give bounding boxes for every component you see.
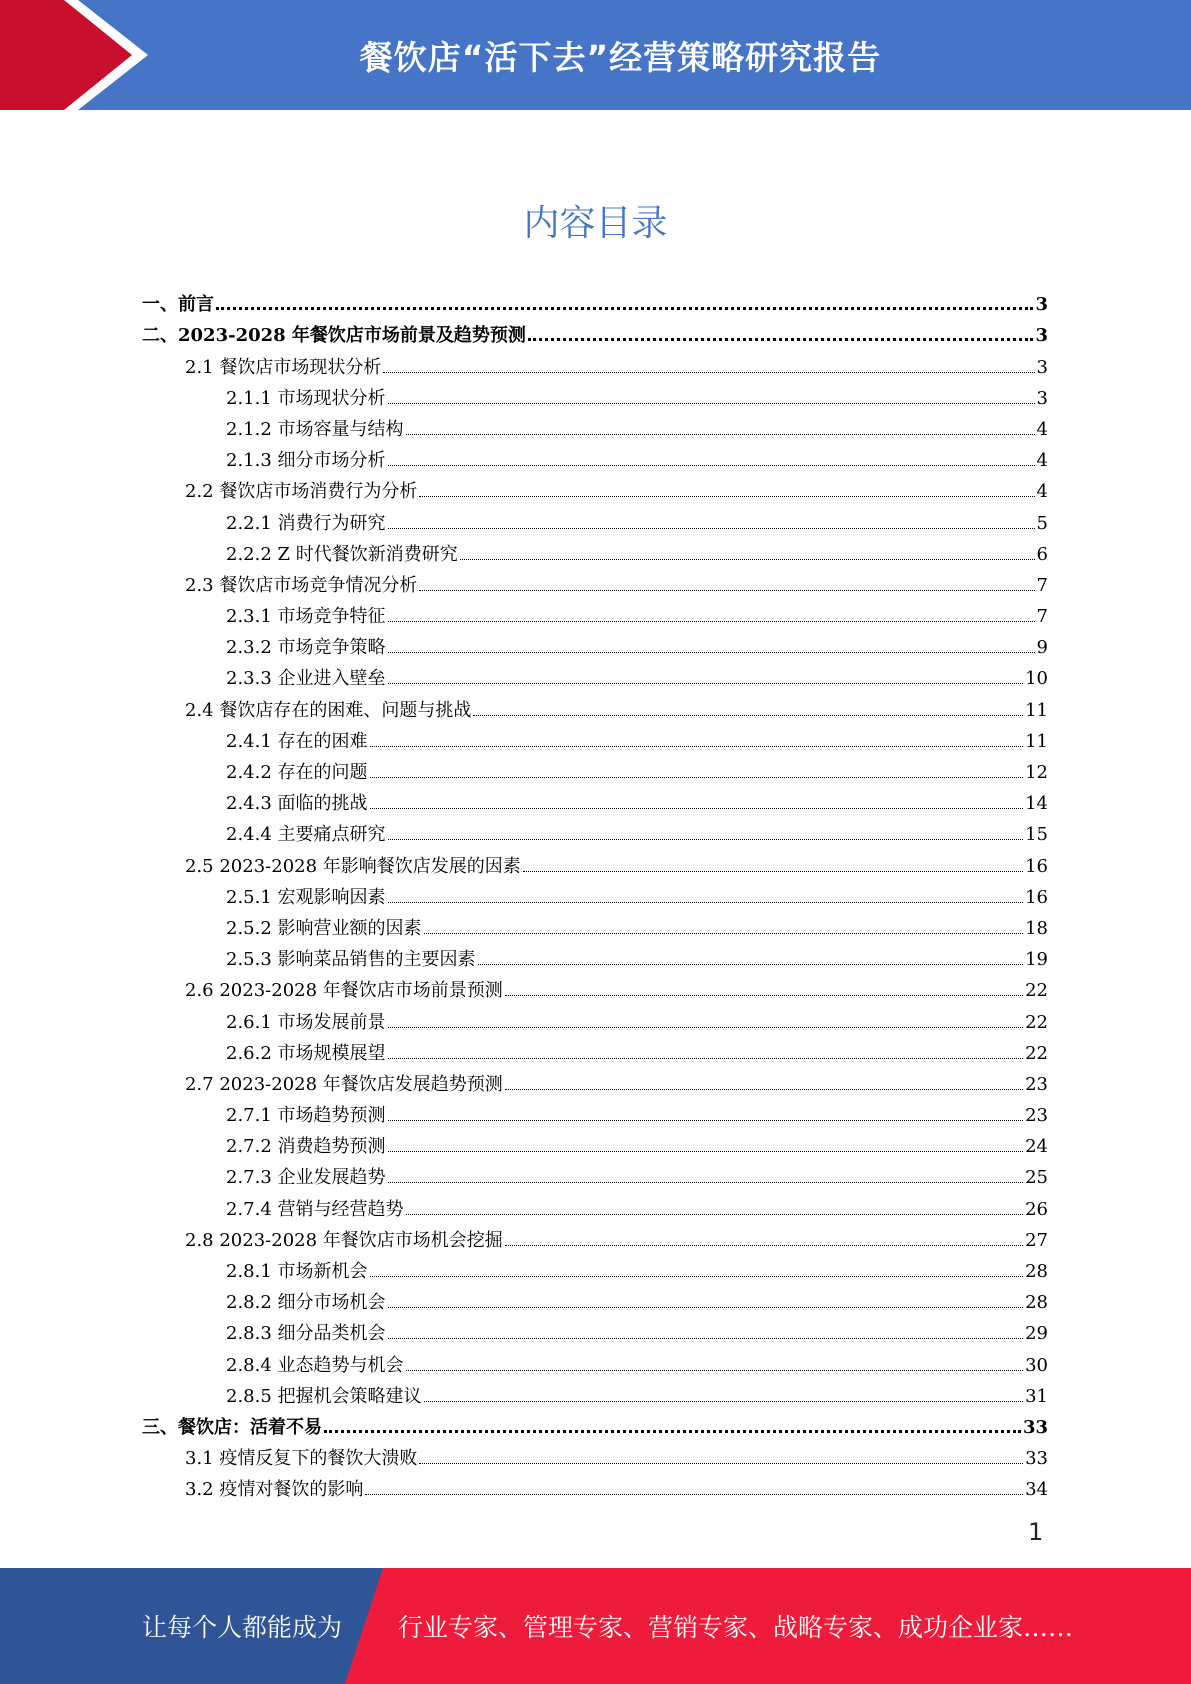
toc-entry-label: 2.8.1 市场新机会	[226, 1261, 368, 1282]
toc-dot-leader	[388, 1058, 1024, 1059]
toc-entry[interactable]	[142, 784, 1048, 815]
table-of-contents	[142, 285, 1048, 1501]
toc-dot-leader	[478, 964, 1024, 965]
toc-entry-label: 3.2 疫情对餐饮的影响	[185, 1479, 364, 1501]
toc-entry-page: 7	[1036, 606, 1048, 628]
toc-entry[interactable]	[142, 1345, 1048, 1376]
toc-entry-label: 2.4.2 存在的问题	[226, 762, 368, 783]
toc-entry-page: 5	[1036, 512, 1048, 534]
toc-entry-page: 26	[1025, 1198, 1048, 1220]
footer-roles: 行业专家、管理专家、营销专家、战略专家、成功企业家……	[398, 1613, 1074, 1642]
toc-entry-label: 2.4.1 存在的困难	[226, 730, 368, 752]
toc-entry[interactable]	[142, 815, 1048, 846]
toc-entry-page: 3	[1036, 387, 1048, 409]
toc-dot-leader	[523, 871, 1023, 872]
toc-dot-leader	[370, 746, 1024, 747]
toc-entry-label: 2.6.2 市场规模展望	[226, 1042, 386, 1064]
toc-entry-label: 2.2.1 消费行为研究	[226, 512, 386, 534]
toc-entry-page: 15	[1025, 824, 1048, 846]
toc-dot-leader	[388, 1182, 1024, 1183]
toc-entry-label: 二、2023-2028 年餐饮店市场前景及趋势预测	[142, 325, 526, 347]
toc-entry-label: 2.8.5 把握机会策略建议	[226, 1385, 422, 1407]
toc-entry[interactable]	[142, 878, 1048, 909]
page-number: 1	[1028, 1518, 1044, 1546]
toc-entry-page: 6	[1036, 543, 1048, 565]
toc-entry-page: 22	[1025, 1042, 1048, 1064]
toc-entry[interactable]	[142, 690, 1048, 721]
toc-entry-page: 23	[1025, 1073, 1048, 1095]
toc-entry[interactable]	[142, 1314, 1048, 1345]
toc-dot-leader	[419, 1463, 1023, 1464]
toc-dot-leader	[388, 652, 1035, 653]
toc-entry[interactable]	[142, 1283, 1048, 1314]
toc-entry-label: 2.7.2 消费趋势预测	[226, 1136, 386, 1158]
toc-dot-leader	[460, 559, 1035, 560]
toc-entry[interactable]	[142, 379, 1048, 410]
toc-entry-label: 2.8.3 细分品类机会	[226, 1323, 386, 1345]
toc-entry-label: 2.4.4 主要痛点研究	[226, 824, 386, 846]
toc-dot-leader	[388, 403, 1035, 404]
toc-dot-leader	[424, 1401, 1024, 1402]
toc-entry-label: 2.2.2 Z 时代餐饮新消费研究	[226, 543, 458, 565]
toc-entry[interactable]	[142, 535, 1048, 566]
toc-entry[interactable]	[142, 753, 1048, 784]
toc-dot-leader	[406, 1214, 1024, 1215]
toc-entry-label: 2.2 餐饮店市场消费行为分析	[185, 481, 418, 503]
toc-dot-leader	[383, 372, 1034, 373]
footer-slogan: 让每个人都能成为	[142, 1613, 343, 1642]
toc-dot-leader	[388, 621, 1035, 622]
toc-entry-label: 2.1.1 市场现状分析	[226, 387, 386, 409]
toc-entry[interactable]	[142, 472, 1048, 503]
toc-entry-page: 16	[1025, 855, 1048, 877]
toc-dot-leader	[424, 933, 1024, 934]
toc-entry-label: 2.1.2 市场容量与结构	[226, 418, 404, 440]
toc-entry-page: 25	[1025, 1167, 1048, 1189]
toc-entry[interactable]	[142, 1034, 1048, 1065]
toc-entry-page: 4	[1036, 450, 1048, 472]
toc-entry-page: 28	[1025, 1292, 1048, 1314]
toc-entry[interactable]	[142, 316, 1048, 347]
toc-dot-leader	[505, 1245, 1023, 1246]
toc-dot-leader	[406, 434, 1035, 435]
toc-dot-leader	[370, 777, 1024, 778]
toc-entry[interactable]	[142, 441, 1048, 472]
toc-entry[interactable]	[142, 1096, 1048, 1127]
toc-entry[interactable]	[142, 1221, 1048, 1252]
toc-entry-label: 2.3.2 市场竞争策略	[226, 637, 386, 659]
header-banner	[0, 0, 1191, 110]
toc-entry-page: 24	[1025, 1136, 1048, 1158]
toc-entry-label: 2.5.3 影响菜品销售的主要因素	[226, 949, 476, 971]
toc-entry-page: 27	[1025, 1229, 1048, 1251]
toc-entry-label: 2.3.1 市场竞争特征	[226, 606, 386, 628]
toc-entry-label: 2.1.3 细分市场分析	[226, 450, 386, 472]
toc-entry-page: 11	[1025, 699, 1048, 721]
toc-entry[interactable]	[142, 1002, 1048, 1033]
toc-dot-leader	[505, 1089, 1023, 1090]
toc-dot-leader	[388, 465, 1035, 466]
toc-entry[interactable]	[142, 503, 1048, 534]
toc-entry-label: 2.5 2023-2028 年影响餐饮店发展的因素	[185, 855, 521, 877]
toc-dot-leader	[473, 715, 1023, 716]
toc-entry-page: 16	[1025, 886, 1048, 908]
report-title: 餐饮店“活下去”经营策略研究报告	[359, 37, 882, 77]
toc-entry[interactable]	[142, 1377, 1048, 1408]
toc-dot-leader	[388, 683, 1024, 684]
toc-dot-leader	[365, 1494, 1023, 1495]
toc-dot-leader	[388, 1027, 1024, 1028]
toc-entry[interactable]	[142, 722, 1048, 753]
toc-entry-page: 18	[1025, 917, 1048, 939]
toc-entry[interactable]	[142, 1252, 1048, 1283]
toc-entry-page: 10	[1025, 668, 1048, 690]
toc-entry-page: 33	[1022, 1416, 1048, 1438]
toc-entry-label: 2.8 2023-2028 年餐饮店市场机会挖掘	[185, 1229, 503, 1251]
toc-entry[interactable]	[142, 1408, 1048, 1439]
toc-dot-leader	[388, 1120, 1024, 1121]
toc-dot-leader	[419, 496, 1034, 497]
toc-entry-page: 30	[1025, 1354, 1048, 1376]
toc-entry-page: 23	[1025, 1105, 1048, 1127]
toc-dot-leader	[388, 839, 1024, 840]
toc-entry-page: 33	[1025, 1448, 1048, 1470]
toc-entry-page: 22	[1025, 1011, 1048, 1033]
toc-entry-label: 2.1 餐饮店市场现状分析	[185, 356, 382, 378]
toc-entry-page: 31	[1025, 1385, 1048, 1407]
toc-entry-label: 2.7.3 企业发展趋势	[226, 1167, 386, 1189]
toc-entry-page: 19	[1025, 949, 1048, 971]
toc-entry-label: 2.8.2 细分市场机会	[226, 1292, 386, 1314]
toc-dot-leader	[388, 1151, 1024, 1152]
toc-entry[interactable]	[142, 971, 1048, 1002]
toc-entry-label: 2.7.1 市场趋势预测	[226, 1105, 386, 1127]
toc-dot-leader	[370, 1276, 1024, 1277]
toc-dot-leader	[388, 902, 1024, 903]
toc-entry[interactable]	[142, 909, 1048, 940]
toc-entry-page: 28	[1025, 1261, 1048, 1282]
toc-entry-label: 2.5.1 宏观影响因素	[226, 886, 386, 908]
toc-entry[interactable]	[142, 1439, 1048, 1470]
toc-dot-leader	[388, 1338, 1024, 1339]
toc-entry-label: 2.4 餐饮店存在的困难、问题与挑战	[185, 699, 472, 721]
toc-dot-leader	[528, 338, 1034, 341]
toc-entry-label: 三、餐饮店：活着不易	[142, 1416, 322, 1438]
toc-entry-page: 12	[1025, 762, 1048, 783]
toc-entry-page: 29	[1025, 1323, 1048, 1345]
toc-dot-leader	[388, 528, 1035, 529]
toc-entry-label: 2.7.4 营销与经营趋势	[226, 1198, 404, 1220]
toc-entry-label: 一、前言	[142, 294, 214, 316]
toc-entry-label: 2.6.1 市场发展前景	[226, 1011, 386, 1033]
toc-entry-label: 2.3.3 企业进入壁垒	[226, 668, 386, 690]
toc-entry-label: 2.7 2023-2028 年餐饮店发展趋势预测	[185, 1073, 503, 1095]
toc-entry[interactable]	[142, 410, 1048, 441]
toc-dot-leader	[419, 590, 1034, 591]
toc-entry-label: 2.4.3 面临的挑战	[226, 793, 368, 815]
toc-entry[interactable]	[142, 1127, 1048, 1158]
footer-banner	[0, 1568, 1191, 1684]
toc-entry-page: 3	[1036, 356, 1048, 378]
toc-entry[interactable]	[142, 659, 1048, 690]
toc-entry-page: 22	[1025, 980, 1048, 1002]
toc-dot-leader	[388, 1307, 1024, 1308]
toc-dot-leader	[370, 808, 1024, 809]
toc-entry-label: 2.3 餐饮店市场竞争情况分析	[185, 574, 418, 596]
toc-entry[interactable]	[142, 1470, 1048, 1501]
toc-entry-page: 9	[1036, 637, 1048, 659]
toc-entry-label: 2.5.2 影响营业额的因素	[226, 917, 422, 939]
toc-entry[interactable]	[142, 1065, 1048, 1096]
toc-dot-leader	[505, 995, 1023, 996]
toc-entry[interactable]	[142, 1158, 1048, 1189]
toc-dot-leader	[406, 1370, 1024, 1371]
toc-entry-label: 3.1 疫情反复下的餐饮大溃败	[185, 1448, 418, 1470]
toc-entry-page: 3	[1035, 294, 1048, 316]
toc-entry[interactable]	[142, 1189, 1048, 1220]
toc-entry[interactable]	[142, 566, 1048, 597]
toc-entry-label: 2.6 2023-2028 年餐饮店市场前景预测	[185, 980, 503, 1002]
toc-entry[interactable]	[142, 940, 1048, 971]
toc-entry-page: 7	[1036, 574, 1048, 596]
toc-entry-page: 11	[1025, 730, 1048, 752]
toc-entry-label: 2.8.4 业态趋势与机会	[226, 1354, 404, 1376]
toc-entry[interactable]	[142, 628, 1048, 659]
toc-entry-page: 14	[1025, 793, 1048, 815]
toc-entry-page: 3	[1035, 325, 1048, 347]
toc-entry[interactable]	[142, 846, 1048, 877]
toc-entry-page: 4	[1036, 481, 1048, 503]
toc-entry-page: 4	[1036, 418, 1048, 440]
toc-dot-leader	[216, 307, 1033, 310]
toc-entry-page: 34	[1025, 1479, 1048, 1501]
toc-entry[interactable]	[142, 347, 1048, 378]
toc-entry[interactable]	[142, 285, 1048, 316]
toc-entry[interactable]	[142, 597, 1048, 628]
toc-dot-leader	[324, 1430, 1021, 1433]
toc-heading: 内容目录	[523, 203, 668, 244]
